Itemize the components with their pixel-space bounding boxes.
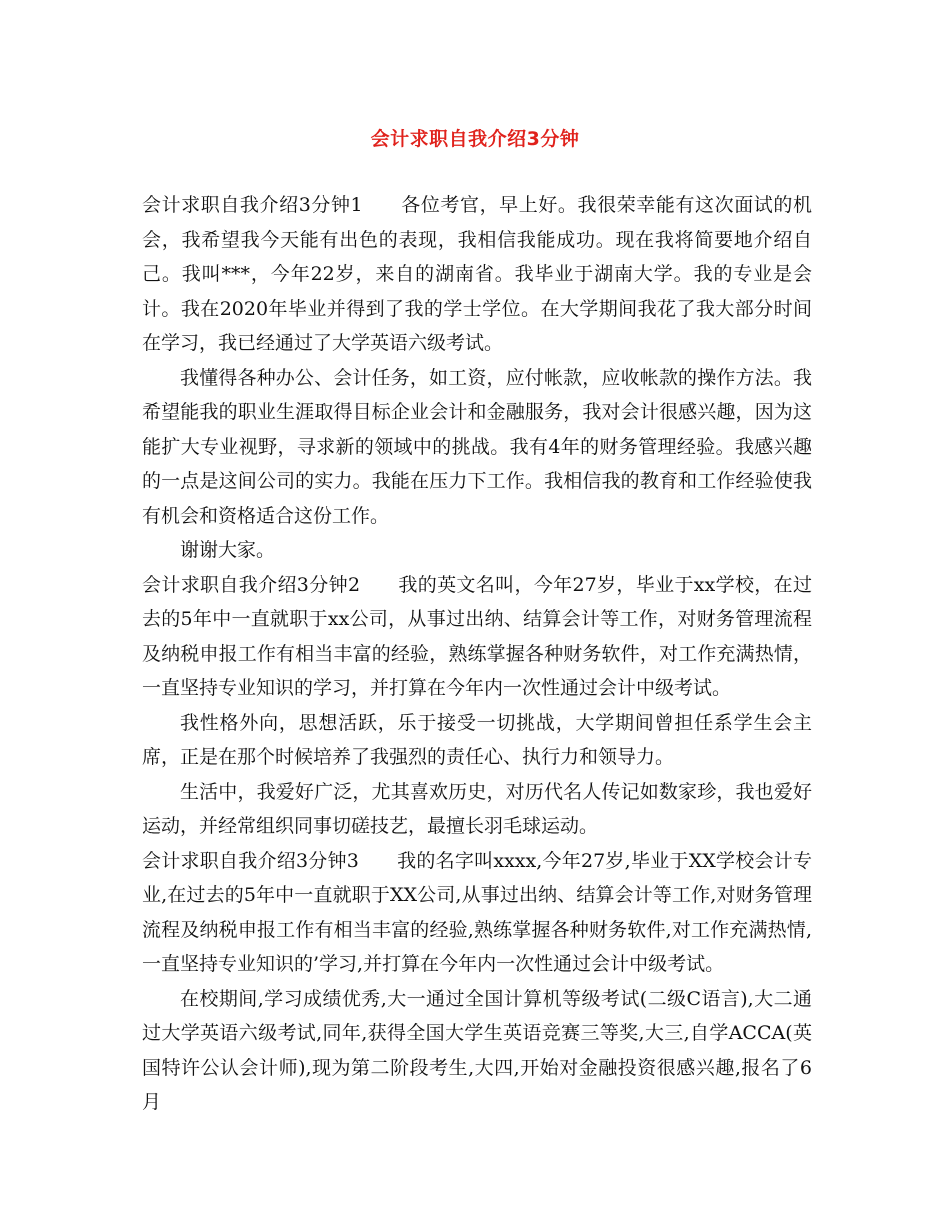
section-heading: 会计求职自我介绍3分钟2 (142, 573, 361, 596)
section-1-first-paragraph (142, 188, 812, 361)
paragraph: 谢谢大家。 (180, 539, 276, 561)
document-body (142, 188, 812, 1120)
paragraph-text: 我的名字叫xxxx,今年27岁,毕业于XX学校会计专业,在过去的5年中一直就职于XX公司,从事过出纳、结算会计等工作,对财务管理流程及纳税申报工作有相当丰富的经验,熟练掌握各种财务软件,对工作充满热情,一直坚持专业知识的’学习,并打算在今年内一次性通过会计中级考试。 (142, 849, 812, 975)
paragraph: 我懂得各种办公、会计任务，如工资，应付帐款，应收帐款的操作方法。我希望能我的职业生涯取得目标企业会计和金融服务，我对会计很感兴趣，因为这能扩大专业视野，寻求新的领域中的挑战。我有4年的财务管理经验。我感兴趣的一点是这间公司的实力。我能在压力下工作。我相信我的教育和工作经验使我有机会和资格适合这份工作。 (142, 366, 812, 527)
paragraph-text: 我的英文名叫，今年27岁，毕业于xx学校，在过去的5年中一直就职于xx公司，从事过出纳、结算会计等工作，对财务管理流程及纳税申报工作有相当丰富的经验，熟练掌握各种财务软件，对工作充满热情，一直坚持专业知识的学习，并打算在今年内一次性通过会计中级考试。 (142, 573, 812, 699)
paragraph: 在校期间,学习成绩优秀,大一通过全国计算机等级考试(二级C语言),大二通过大学英语六级考试,同年,获得全国大学生英语竞赛三等奖,大三,自学ACCA(英国特许公认会计师),现为第二阶段考生,大四,开始对金融投资很感兴趣,报名了6月 (142, 987, 812, 1113)
section-3-first-paragraph (142, 844, 812, 982)
page-title: 会计求职自我介绍3分钟 (370, 128, 580, 150)
section-2-first-paragraph (142, 568, 812, 706)
section-heading: 会计求职自我介绍3分钟3 (142, 849, 359, 872)
paragraph-text: 各位考官，早上好。我很荣幸能有这次面试的机会，我希望我今天能有出色的表现，我相信我能成功。现在我将简要地介绍自己。我叫***，今年22岁，来自的湖南省。我毕业于湖南大学。我的专业是会计。我在2020年毕业并得到了我的学士学位。在大学期间我花了我大部分时间在学习，我已经通过了大学英语六级考试。 (142, 194, 812, 354)
paragraph: 生活中，我爱好广泛，尤其喜欢历史，对历代名人传记如数家珍，我也爱好运动，并经常组织同事切磋技艺，最擅长羽毛球运动。 (142, 780, 812, 837)
paragraph: 我性格外向，思想活跃，乐于接受一切挑战，大学期间曾担任系学生会主席，正是在那个时候培养了我强烈的责任心、执行力和领导力。 (142, 711, 812, 768)
section-heading: 会计求职自我介绍3分钟1 (142, 194, 363, 216)
